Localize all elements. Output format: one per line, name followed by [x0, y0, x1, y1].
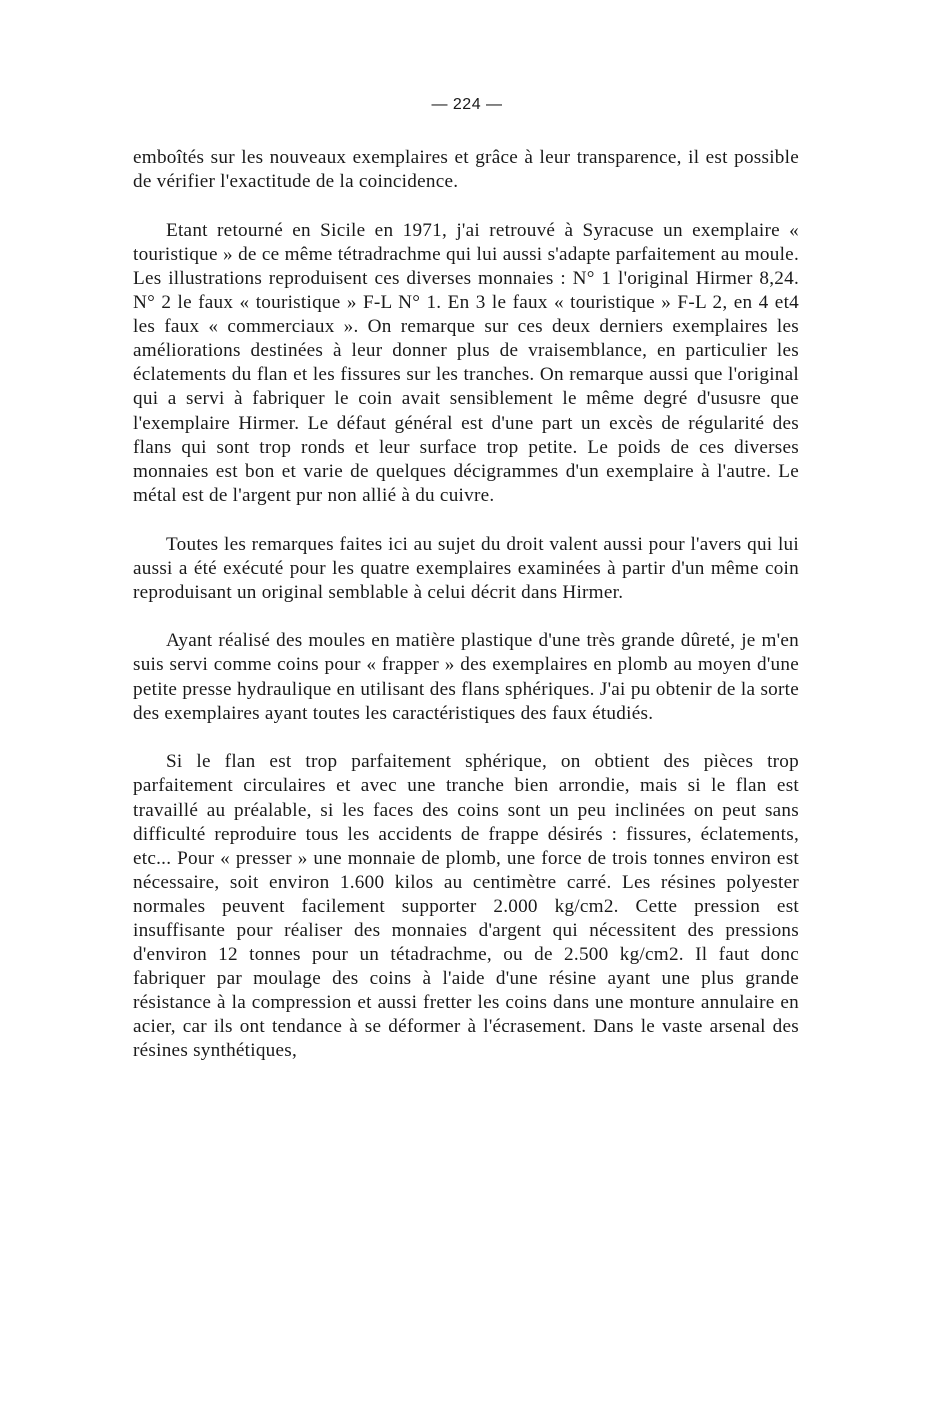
paragraph-plastic-moulds: Ayant réalisé des moules en matière plastique d'une très grande dûreté, je m'en suis servi comme coins pour « frapper » des exemplaires en plomb au moyen d'une petite presse hydraulique en utilisant des flans sphériques. J'ai pu obtenir de la sorte des exemplaires ayant toutes les caractéristiques des faux étudiés. [133, 630, 799, 724]
body-text [133, 146, 799, 1088]
paragraph-flan-pressure: Si le flan est trop parfaitement sphérique, on obtient des pièces trop parfaitement circulaires et avec une tranche bien arrondie, mais si le flan est travaillé au préalable, si les faces des coins sont un peu inclinées on peut sans difficulté reproduire tous les accidents de frappe désirés : fissures, éclatements, etc... Pour « presser » une monnaie de plomb, une force de trois tonnes environ est nécessaire, soit environ 1.600 kilos au centimètre carré. Les résines polyester normales peuvent facilement supporter 2.000 kg/cm2. Cette pression est insuffisante pour réaliser des monnaies d'argent qui nécessitent des pressions d'environ 12 tonnes pour un tétadrachme, ou de 2.500 kg/cm2. Il faut donc fabriquer par moulage des coins à l'aide d'une résine ayant une plus grande résistance à la compression et aussi fretter les coins dans une monture annulaire en acier, car ils ont tendance à se déformer à l'écrasement. Dans le vaste arsenal des résines synthétiques, [133, 751, 799, 1062]
paragraph-avers-remarks: Toutes les remarques faites ici au sujet du droit valent aussi pour l'avers qui lui aussi a été exécuté pour les quatre exemplaires examinées à partir d'un même coin reproduisant un original semblable à celui décrit dans Hirmer. [133, 533, 799, 603]
page-number: — 224 — [431, 96, 503, 113]
paragraph-sicily-syracuse: Etant retourné en Sicile en 1971, j'ai retrouvé à Syracuse un exemplaire « touristique » de ce même tétradrachme qui lui aussi s'adapte parfaitement au moule. Les illustrations reproduisent ces diverses monnaies : N° 1 l'original Hirmer 8,24. N° 2 le faux « touristique » F-L N° 1. En 3 le faux « touristique » F-L 2, en 4 et4 les faux « commerciaux ». On remarque sur ces deux derniers exemplaires les améliorations destinées à leur donner plus de vraisemblance, en particulier les éclatements du flan et les fissures sur les tranches. On remarque aussi que l'original qui a servi à fabriquer le coin avait sensiblement le même degré d'ususre que l'exemplaire Hirmer. Le défaut général est d'une part un excès de régularité des flans qui sont trop ronds et leur surface trop petite. Le poids de ces diverses monnaies est bon et varie de quelques décigrammes d'un exemplaire à l'autre. Le métal est de l'argent pur non allié à du cuivre. [133, 219, 799, 506]
paragraph-continuation: emboîtés sur les nouveaux exemplaires et grâce à leur transparence, il est possible de vérifier l'exactitude de la coincidence. [133, 147, 799, 193]
